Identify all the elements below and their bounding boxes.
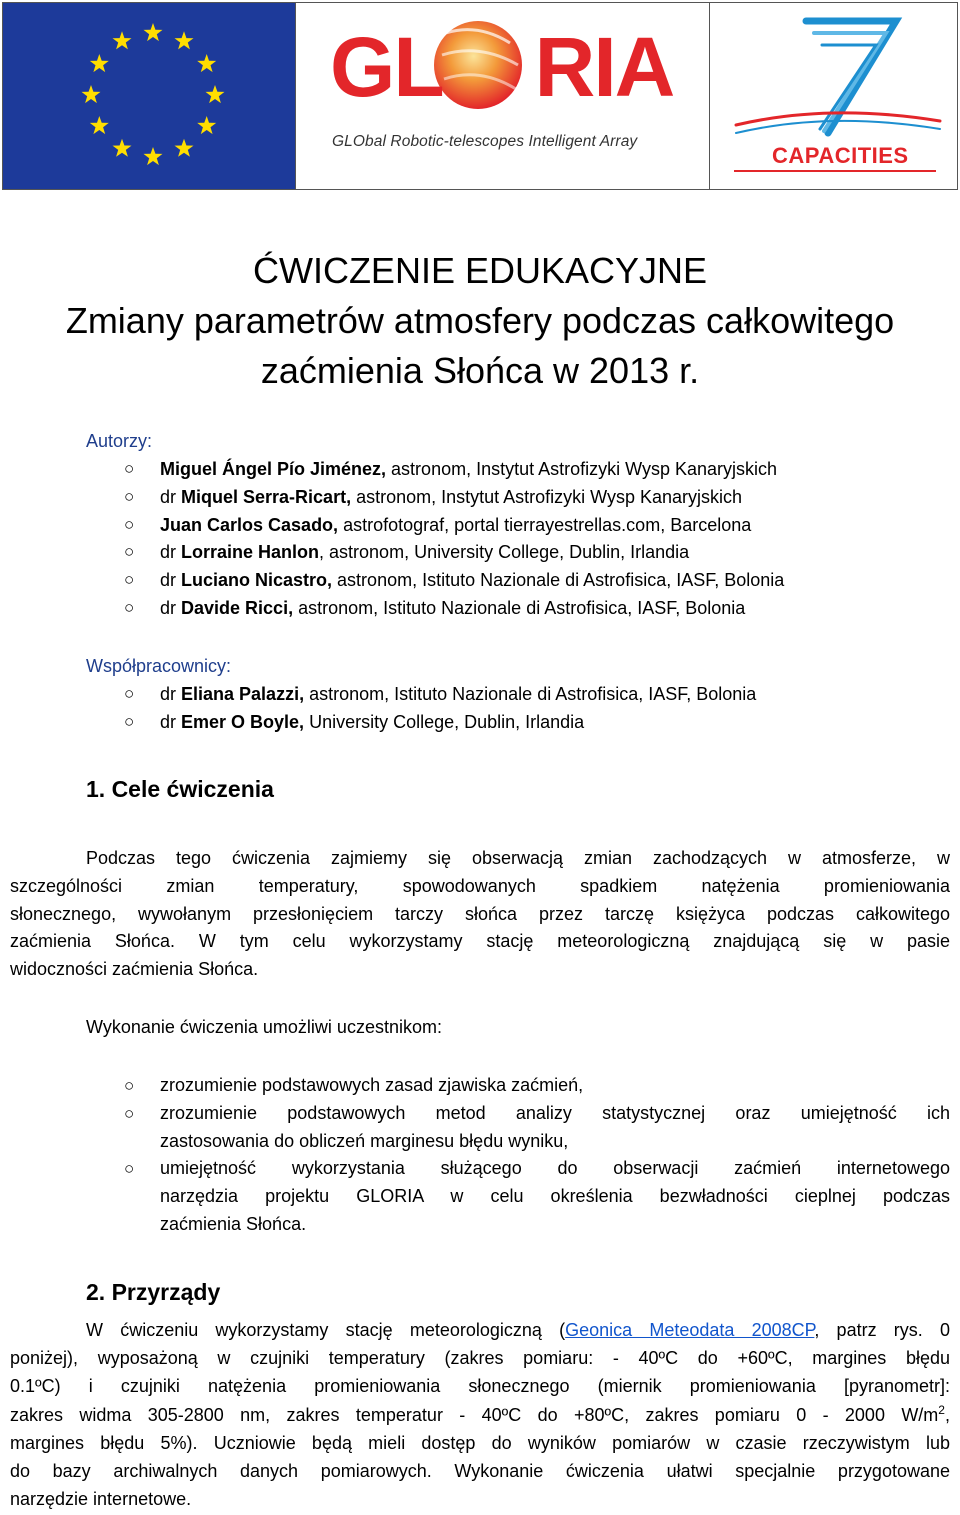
goal-line: zastosowania do obliczeń marginesu błędu wyniku,	[160, 1130, 569, 1151]
person-prefix: dr	[160, 684, 182, 704]
bullet-icon: ○	[124, 486, 135, 506]
person-rest: astronom, Istituto Nazionale di Astrofisica, IASF, Bolonia	[293, 598, 746, 618]
section-2-heading: 2. Przyrządy	[86, 1279, 221, 1305]
person-prefix: dr	[160, 542, 182, 563]
bullet-icon: ○	[124, 542, 135, 562]
person-name: Miquel Serra-Ricart,	[181, 486, 352, 507]
superscript: 2	[938, 1403, 945, 1418]
bullet-icon: ○	[124, 514, 135, 534]
person-name: Juan Carlos Casado,	[160, 514, 339, 535]
person-name: Davide Ricci,	[181, 598, 294, 618]
paragraph-line: szczególności zmian temperatury, spowodowanych spadkiem natężenia promieniowania	[10, 875, 950, 896]
gloria-logo	[296, 2, 710, 190]
bullet-icon: ○	[124, 711, 135, 731]
paragraph-line: zaćmienia Słońca. W tym celu wykorzystamy stację meteorologiczną znajdującą się w pasie	[10, 931, 950, 952]
paragraph-line: do bazy archiwalnych danych pomiarowych. Wykonanie ćwiczenia ułatwi specjalnie przygotowane	[10, 1461, 950, 1482]
text-run: ,	[944, 1405, 950, 1426]
paragraph-line: margines błędu 5%). Uczniowie będą mieli dostęp do wyników pomiarów w czasie rzeczywistym lub	[10, 1433, 950, 1454]
goal-list-item	[160, 1155, 950, 1238]
person-rest: astronom, Istituto Nazionale di Astrofisica, IASF, Bolonia	[304, 684, 757, 704]
section-1-paragraph	[10, 845, 950, 984]
eu-flag-icon	[3, 3, 297, 191]
person-prefix: dr	[160, 598, 182, 618]
person-rest: astronom, Instytut Astrofizyki Wysp Kanaryjskich	[351, 486, 743, 507]
person-list-item	[160, 483, 742, 511]
authors-label: Autorzy:	[86, 431, 153, 451]
goal-line: narzędzia projektu GLORIA w celu określenia bezwładności cieplnej podczas	[160, 1185, 950, 1206]
header-logos	[2, 2, 958, 192]
fp7-capacities-text: CAPACITIES	[772, 143, 909, 168]
goal-line: zaćmienia Słońca.	[160, 1213, 307, 1234]
geonica-meteodata-link[interactable]: Geonica Meteodata 2008CP	[565, 1320, 815, 1340]
paragraph-line	[10, 1317, 950, 1345]
bullet-icon: ○	[124, 684, 135, 703]
person-list-item	[160, 511, 751, 539]
section-1-heading: 1. Cele ćwiczenia	[86, 776, 274, 802]
person-name: Luciano Nicastro,	[181, 570, 333, 591]
person-list-item	[160, 708, 584, 736]
bullet-icon: ○	[124, 1159, 135, 1178]
person-name: Eliana Palazzi,	[181, 684, 305, 704]
person-name: Miguel Ángel Pío Jiménez,	[160, 459, 387, 479]
person-prefix: dr	[160, 486, 182, 507]
person-name: Emer O Boyle,	[181, 711, 305, 732]
person-rest: astronom, Instytut Astrofizyki Wysp Kanaryjskich	[386, 459, 778, 479]
goal-list-item	[160, 1100, 950, 1156]
paragraph-line: 0.1ºC) i czujniki natężenia promieniowania słonecznego (miernik promieniowania [pyranometr]:	[10, 1375, 950, 1396]
gloria-wordmark: GL RIA	[330, 20, 674, 114]
goal-line: umiejętność wykorzystania służącego do obserwacji zaćmień internetowego	[160, 1158, 950, 1178]
fp7-capacities-logo	[710, 2, 958, 190]
document-title-line-3: zaćmienia Słońca w 2013 r.	[260, 350, 700, 391]
paragraph-line: słonecznego, wywołanym przesłonięciem tarczy słońca przez tarczę księżyca podczas całkowitego	[10, 903, 950, 924]
collaborators-label: Współpracownicy:	[86, 656, 232, 676]
text-run: zakres widma 305-2800 nm, zakres temperatur - 40ºC do +80ºC, zakres pomiaru 0 - 2000 W/m	[10, 1405, 939, 1426]
bullet-icon: ○	[124, 1104, 135, 1123]
person-rest: astrofotograf, portal tierrayestrellas.com, Barcelona	[338, 514, 752, 535]
person-rest: astronom, Istituto Nazionale di Astrofisica, IASF, Bolonia	[332, 570, 785, 591]
person-list-item	[160, 538, 689, 566]
text-run: , patrz rys. 0	[814, 1320, 950, 1340]
paragraph-line	[10, 1400, 950, 1430]
document-title-line-2: Zmiany parametrów atmosfery podczas całkowitego	[65, 300, 895, 341]
bullet-icon: ○	[124, 459, 135, 478]
person-prefix: dr	[160, 711, 182, 732]
person-list-item	[160, 680, 756, 708]
eu-flag-logo	[2, 2, 296, 190]
person-list-item	[160, 594, 745, 622]
person-name: Lorraine Hanlon	[181, 542, 320, 563]
person-list-item	[160, 455, 777, 483]
goal-line: zrozumienie podstawowych metod analizy statystycznej oraz umiejętność ich	[160, 1103, 950, 1123]
bullet-icon: ○	[124, 598, 135, 617]
person-rest: University College, Dublin, Irlandia	[304, 711, 585, 732]
person-list-item	[160, 566, 784, 594]
paragraph-line: Podczas tego ćwiczenia zajmiemy się obserwacją zmian zachodzących w atmosferze, w	[86, 848, 950, 868]
person-prefix: dr	[160, 570, 182, 591]
document-title-line-1: ĆWICZENIE EDUKACYJNE	[252, 250, 708, 291]
text-run: W ćwiczeniu wykorzystamy stację meteorologiczną (	[86, 1320, 566, 1340]
person-rest: , astronom, University College, Dublin, Irlandia	[319, 542, 690, 563]
bullet-icon: ○	[124, 570, 135, 590]
gloria-tagline: GLObal Robotic-telescopes Intelligent Array	[332, 133, 638, 150]
paragraph-line: narzędzie internetowe.	[10, 1488, 192, 1509]
paragraph-line: poniżej), wyposażoną w czujniki temperatury (zakres pomiaru: - 40ºC do +60ºC, margines błędu	[10, 1347, 950, 1368]
section-2-paragraph	[10, 1317, 950, 1514]
goal-list-item	[160, 1072, 950, 1100]
goal-line: zrozumienie podstawowych zasad zjawiska zaćmień,	[160, 1075, 584, 1095]
bullet-icon: ○	[124, 1076, 135, 1095]
goals-intro: Wykonanie ćwiczenia umożliwi uczestnikom:	[86, 1017, 442, 1037]
paragraph-line: widoczności zaćmienia Słońca.	[10, 959, 259, 980]
